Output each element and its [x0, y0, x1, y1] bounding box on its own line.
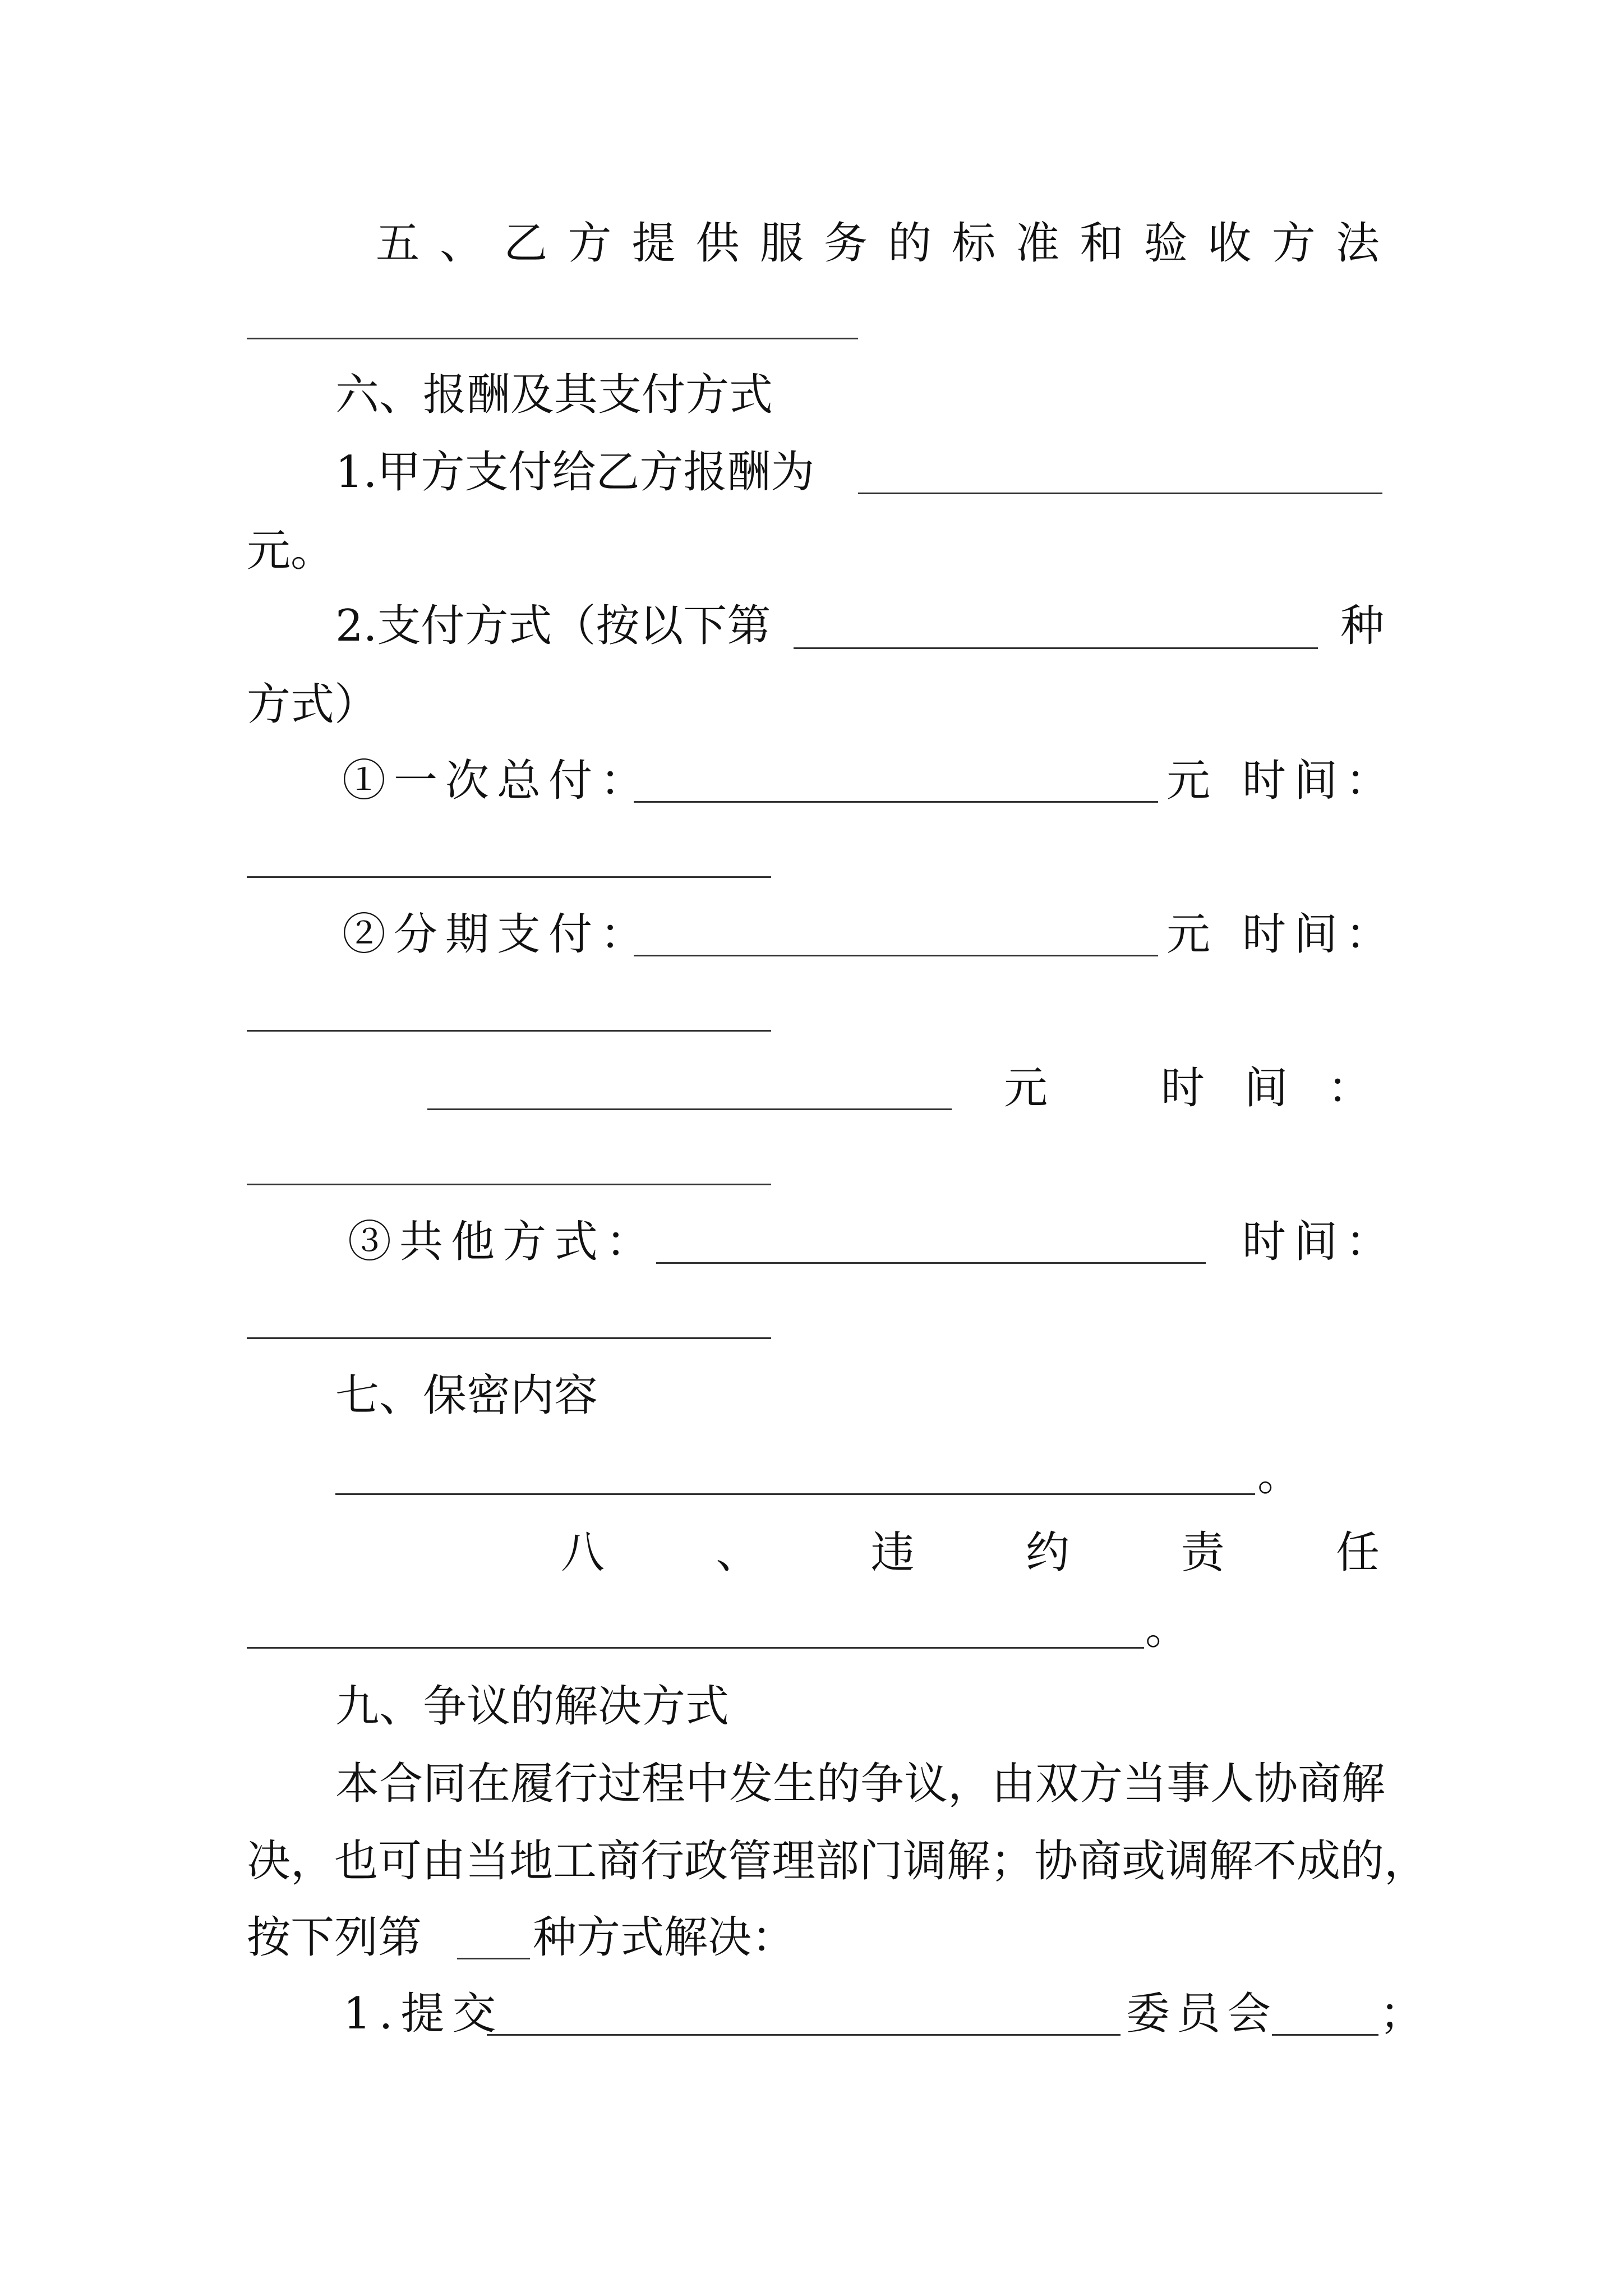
- section-8-heading-char: 、: [716, 1527, 760, 1578]
- option-lump-sum-yuan: 元: [1166, 756, 1211, 806]
- option-lump-sum-time-label: 时间：: [1242, 756, 1398, 806]
- installment-2-time-label-char: 时: [1161, 1063, 1205, 1114]
- installment-2-amount-blank: [427, 1108, 952, 1110]
- payment-method-label: 2.支付方式（按以下第: [335, 601, 771, 651]
- installment-2-time-label-char: ：: [1327, 1063, 1371, 1114]
- section-7-end: 。: [1257, 1450, 1302, 1501]
- option-other-blank: [656, 1262, 1206, 1264]
- section-9-method-blank: [457, 1958, 530, 1959]
- section-5-heading-char: 乙: [504, 218, 548, 269]
- section-9-paragraph-line-1: 本合同在履行过程中发生的争议，由双方当事人协商解: [335, 1759, 1386, 1809]
- option-installment-time-label: 时间：: [1242, 909, 1398, 960]
- section-8-heading-char: 约: [1026, 1527, 1070, 1578]
- option-lump-sum-time-blank: [247, 876, 771, 878]
- section-8-heading-char: 任: [1335, 1527, 1380, 1578]
- section-7-heading: 七、保密内容: [335, 1370, 598, 1421]
- section-5-heading-char: 提: [631, 218, 676, 269]
- option-installment-time-blank: [247, 1030, 771, 1032]
- arbitration-committee-blank: [487, 2034, 1121, 2036]
- payment-method-cont: 方式）: [247, 679, 379, 730]
- arbitration-label: 1.提交: [343, 1989, 504, 2039]
- section-9-paragraph-line-2: 决，也可由当地工商行政管理部门调解；协商或调解不成的，: [247, 1836, 1428, 1887]
- section-5-heading-char: 法: [1335, 218, 1380, 269]
- section-7-blank: [335, 1493, 1255, 1495]
- option-installment-label: ②分期支付：: [342, 909, 652, 960]
- section-5-heading-char: 验: [1144, 218, 1188, 269]
- section-5-heading: [376, 215, 1380, 272]
- section-9-paragraph-line-3a: 按下列第: [247, 1912, 422, 1963]
- option-installment-amount-blank: [634, 955, 1158, 956]
- arbitration-committee-word: 委员会: [1126, 1989, 1278, 2039]
- payment-method-blank: [794, 647, 1318, 649]
- section-5-heading-char: 务: [823, 218, 868, 269]
- section-8-heading: [561, 1525, 1380, 1581]
- section-5-heading-char: 的: [888, 218, 932, 269]
- section-5-heading-char: 和: [1080, 218, 1124, 269]
- installment-2-time-label-char: 间: [1244, 1063, 1288, 1114]
- option-lump-sum-amount-blank: [634, 801, 1158, 803]
- payment-amount-blank: [858, 493, 1382, 494]
- section-5-heading-char: 五: [376, 218, 420, 269]
- section-5-heading-char: 方: [568, 218, 612, 269]
- section-8-heading-char: 责: [1181, 1527, 1225, 1578]
- section-5-heading-char: 供: [695, 218, 740, 269]
- option-other-label: ③共他方式：: [348, 1217, 658, 1267]
- section-8-heading-char: 八: [561, 1527, 605, 1578]
- payment-method-suffix: 种: [1340, 601, 1385, 651]
- arbitration-end: ；: [1380, 1989, 1424, 2039]
- section-6-heading: 六、报酬及其支付方式: [335, 370, 773, 420]
- option-other-time-blank: [247, 1337, 771, 1339]
- section-8-heading-char: 违: [870, 1527, 915, 1578]
- section-5-blank: [247, 338, 858, 339]
- section-5-heading-char: 准: [1016, 218, 1060, 269]
- arbitration-committee-name-blank: [1272, 2034, 1378, 2036]
- payment-amount-label: 1.甲方支付给乙方报酬为: [335, 447, 815, 498]
- section-8-blank: [247, 1647, 1144, 1649]
- section-5-heading-char: 、: [440, 218, 484, 269]
- option-lump-sum-label: ①一次总付：: [342, 756, 652, 806]
- section-9-paragraph-line-3b: 种方式解决：: [533, 1912, 796, 1963]
- section-5-heading-char: 服: [759, 218, 804, 269]
- option-installment-yuan: 元: [1166, 909, 1211, 960]
- section-8-end: 。: [1145, 1604, 1189, 1654]
- installment-2-time-label: [1161, 1060, 1371, 1116]
- payment-amount-unit: 元。: [247, 526, 335, 576]
- section-5-heading-char: 标: [952, 218, 996, 269]
- section-5-heading-char: 收: [1207, 218, 1252, 269]
- section-9-heading: 九、争议的解决方式: [335, 1681, 730, 1732]
- option-other-time-label: 时间：: [1242, 1217, 1398, 1267]
- installment-2-time-blank: [247, 1184, 771, 1185]
- section-5-heading-char: 方: [1271, 218, 1316, 269]
- installment-2-yuan: 元: [1004, 1063, 1048, 1114]
